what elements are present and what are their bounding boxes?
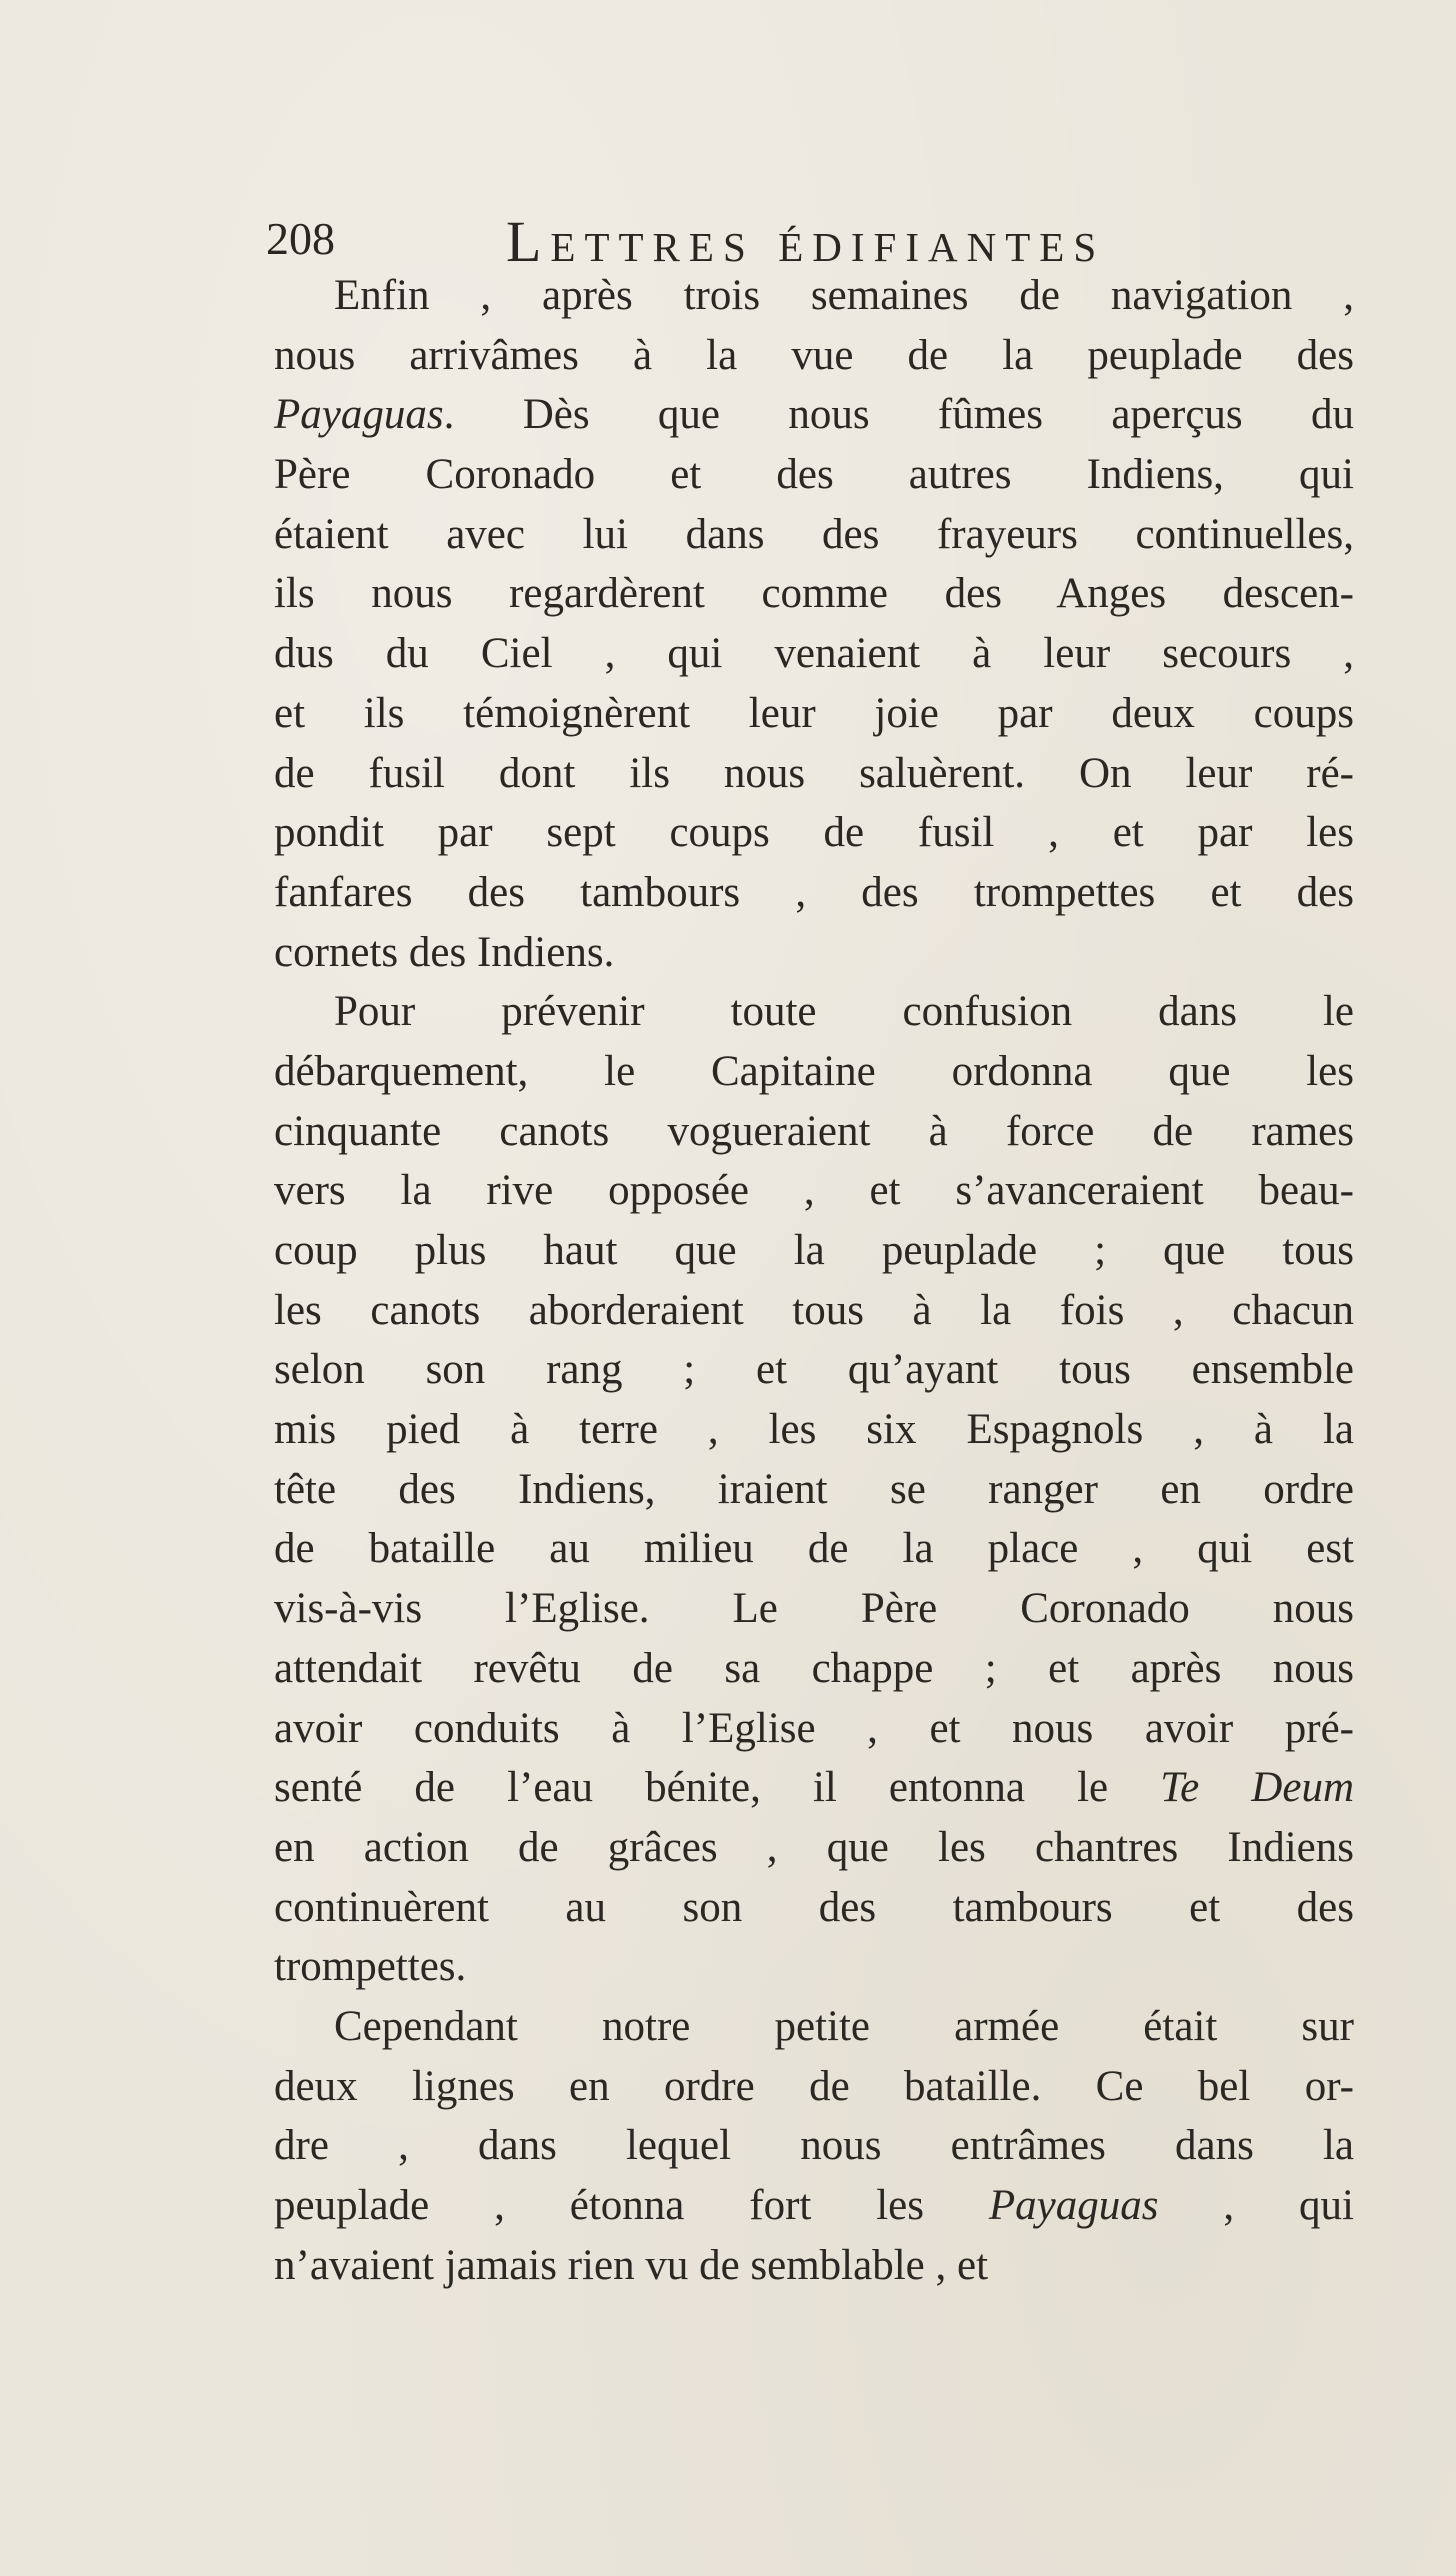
text-line	[274, 1639, 1354, 1699]
text-line	[274, 564, 1354, 624]
text-segment: étaient avec lui dans des frayeurs continuelles,	[274, 510, 1354, 558]
text-segment: nous arrivâmes à la vue de la peuplade des	[274, 331, 1354, 379]
text-line	[274, 1818, 1354, 1878]
text-line	[274, 1400, 1354, 1460]
text-segment: continuèrent au son des tambours et des	[274, 1883, 1354, 1931]
text-line	[274, 1699, 1354, 1759]
text-line	[274, 1997, 1354, 2057]
text-line	[274, 1460, 1354, 1520]
italic-text: Te Deum	[1160, 1764, 1354, 1812]
text-segment: vis-à-vis l’Eglise. Le Père Coronado nous	[274, 1585, 1354, 1633]
page-number: 208	[266, 213, 335, 264]
text-line	[274, 1281, 1354, 1341]
text-segment: Cependant notre petite armée était sur	[334, 2002, 1354, 2050]
italic-text: Payaguas	[988, 2182, 1159, 2229]
text-line	[274, 684, 1354, 744]
text-segment: attendait revêtu de sa chappe ; et après nous	[274, 1644, 1354, 1692]
text-line	[274, 803, 1354, 863]
text-segment: pondit par sept coups de fusil , et par les	[274, 809, 1354, 857]
text-segment: peuplade , étonna fort les	[274, 2182, 989, 2229]
text-line	[274, 1758, 1354, 1818]
text-line	[274, 326, 1354, 386]
text-segment: selon son rang ; et qu’ayant tous ensemble	[274, 1346, 1354, 1394]
body-text	[274, 266, 1354, 2295]
text-line	[274, 1519, 1354, 1579]
text-segment: de bataille au milieu de la place , qui est	[274, 1525, 1354, 1573]
text-line	[274, 2236, 1354, 2296]
text-segment: et ils témoignèrent leur joie par deux coups	[274, 689, 1354, 737]
text-segment: coup plus haut que la peuplade ; que tous	[274, 1227, 1354, 1274]
text-segment: mis pied à terre , les six Espagnols , à la	[274, 1406, 1354, 1454]
text-line	[274, 1878, 1354, 1938]
text-segment: de fusil dont ils nous saluèrent. On leur ré-	[274, 749, 1354, 797]
text-line	[274, 624, 1354, 684]
paragraph-container	[274, 266, 1354, 2295]
text-line	[274, 863, 1354, 923]
paragraph	[274, 982, 1354, 1997]
text-segment: les canots aborderaient tous à la fois , chacun	[274, 1286, 1354, 1334]
text-line	[274, 505, 1354, 565]
text-segment: cinquante canots vogueraient à force de rames	[274, 1107, 1354, 1155]
text-segment: vers la rive opposée , et s’avanceraient beau-	[274, 1167, 1354, 1215]
text-segment: fanfares des tambours , des trompettes et des	[274, 868, 1354, 916]
text-segment: ils nous regardèrent comme des Anges descen-	[274, 570, 1354, 618]
text-segment: dus du Ciel , qui venaient à leur secours ,	[274, 630, 1354, 678]
text-segment: Père Coronado et des autres Indiens, qui	[274, 451, 1354, 499]
text-line	[274, 1221, 1354, 1281]
text-line	[274, 1102, 1354, 1162]
text-line	[274, 385, 1354, 445]
text-segment: trompettes.	[274, 1943, 467, 1991]
text-segment: avoir conduits à l’Eglise , et nous avoir pré-	[274, 1704, 1354, 1752]
text-line	[274, 744, 1354, 804]
text-line	[274, 2176, 1354, 2236]
text-line	[274, 266, 1354, 326]
text-line	[274, 982, 1354, 1042]
text-segment: senté de l’eau bénite, il entonna le	[274, 1764, 1161, 1812]
italic-text: Payaguas	[274, 391, 444, 439]
text-line	[274, 923, 1354, 983]
text-segment: cornets des Indiens.	[274, 928, 615, 976]
text-segment: . Dès que nous fûmes aperçus du	[443, 391, 1354, 439]
text-segment: en action de grâces , que les chantres Indiens	[274, 1823, 1354, 1871]
text-segment: Pour prévenir toute confusion dans le	[334, 988, 1354, 1036]
text-segment: dre , dans lequel nous entrâmes dans la	[274, 2122, 1354, 2170]
text-segment: tête des Indiens, iraient se ranger en ordre	[274, 1465, 1354, 1513]
text-segment: , qui	[1158, 2182, 1354, 2229]
text-segment: débarquement, le Capitaine ordonna que les	[274, 1047, 1354, 1095]
text-line	[274, 1937, 1354, 1997]
running-title: Lettres édifiantes	[506, 209, 1106, 274]
text-segment: deux lignes en ordre de bataille. Ce bel or-	[274, 2062, 1354, 2110]
text-line	[274, 1161, 1354, 1221]
page-header	[266, 208, 1266, 274]
text-line	[274, 2057, 1354, 2117]
text-segment: n’avaient jamais rien vu de semblable , et	[274, 2241, 989, 2289]
paragraph	[274, 1997, 1354, 2295]
text-line	[274, 2116, 1354, 2176]
text-segment: Enfin , après trois semaines de navigation ,	[334, 272, 1354, 319]
text-line	[274, 445, 1354, 505]
text-line	[274, 1579, 1354, 1639]
text-line	[274, 1042, 1354, 1102]
paragraph	[274, 266, 1354, 982]
text-line	[274, 1340, 1354, 1400]
